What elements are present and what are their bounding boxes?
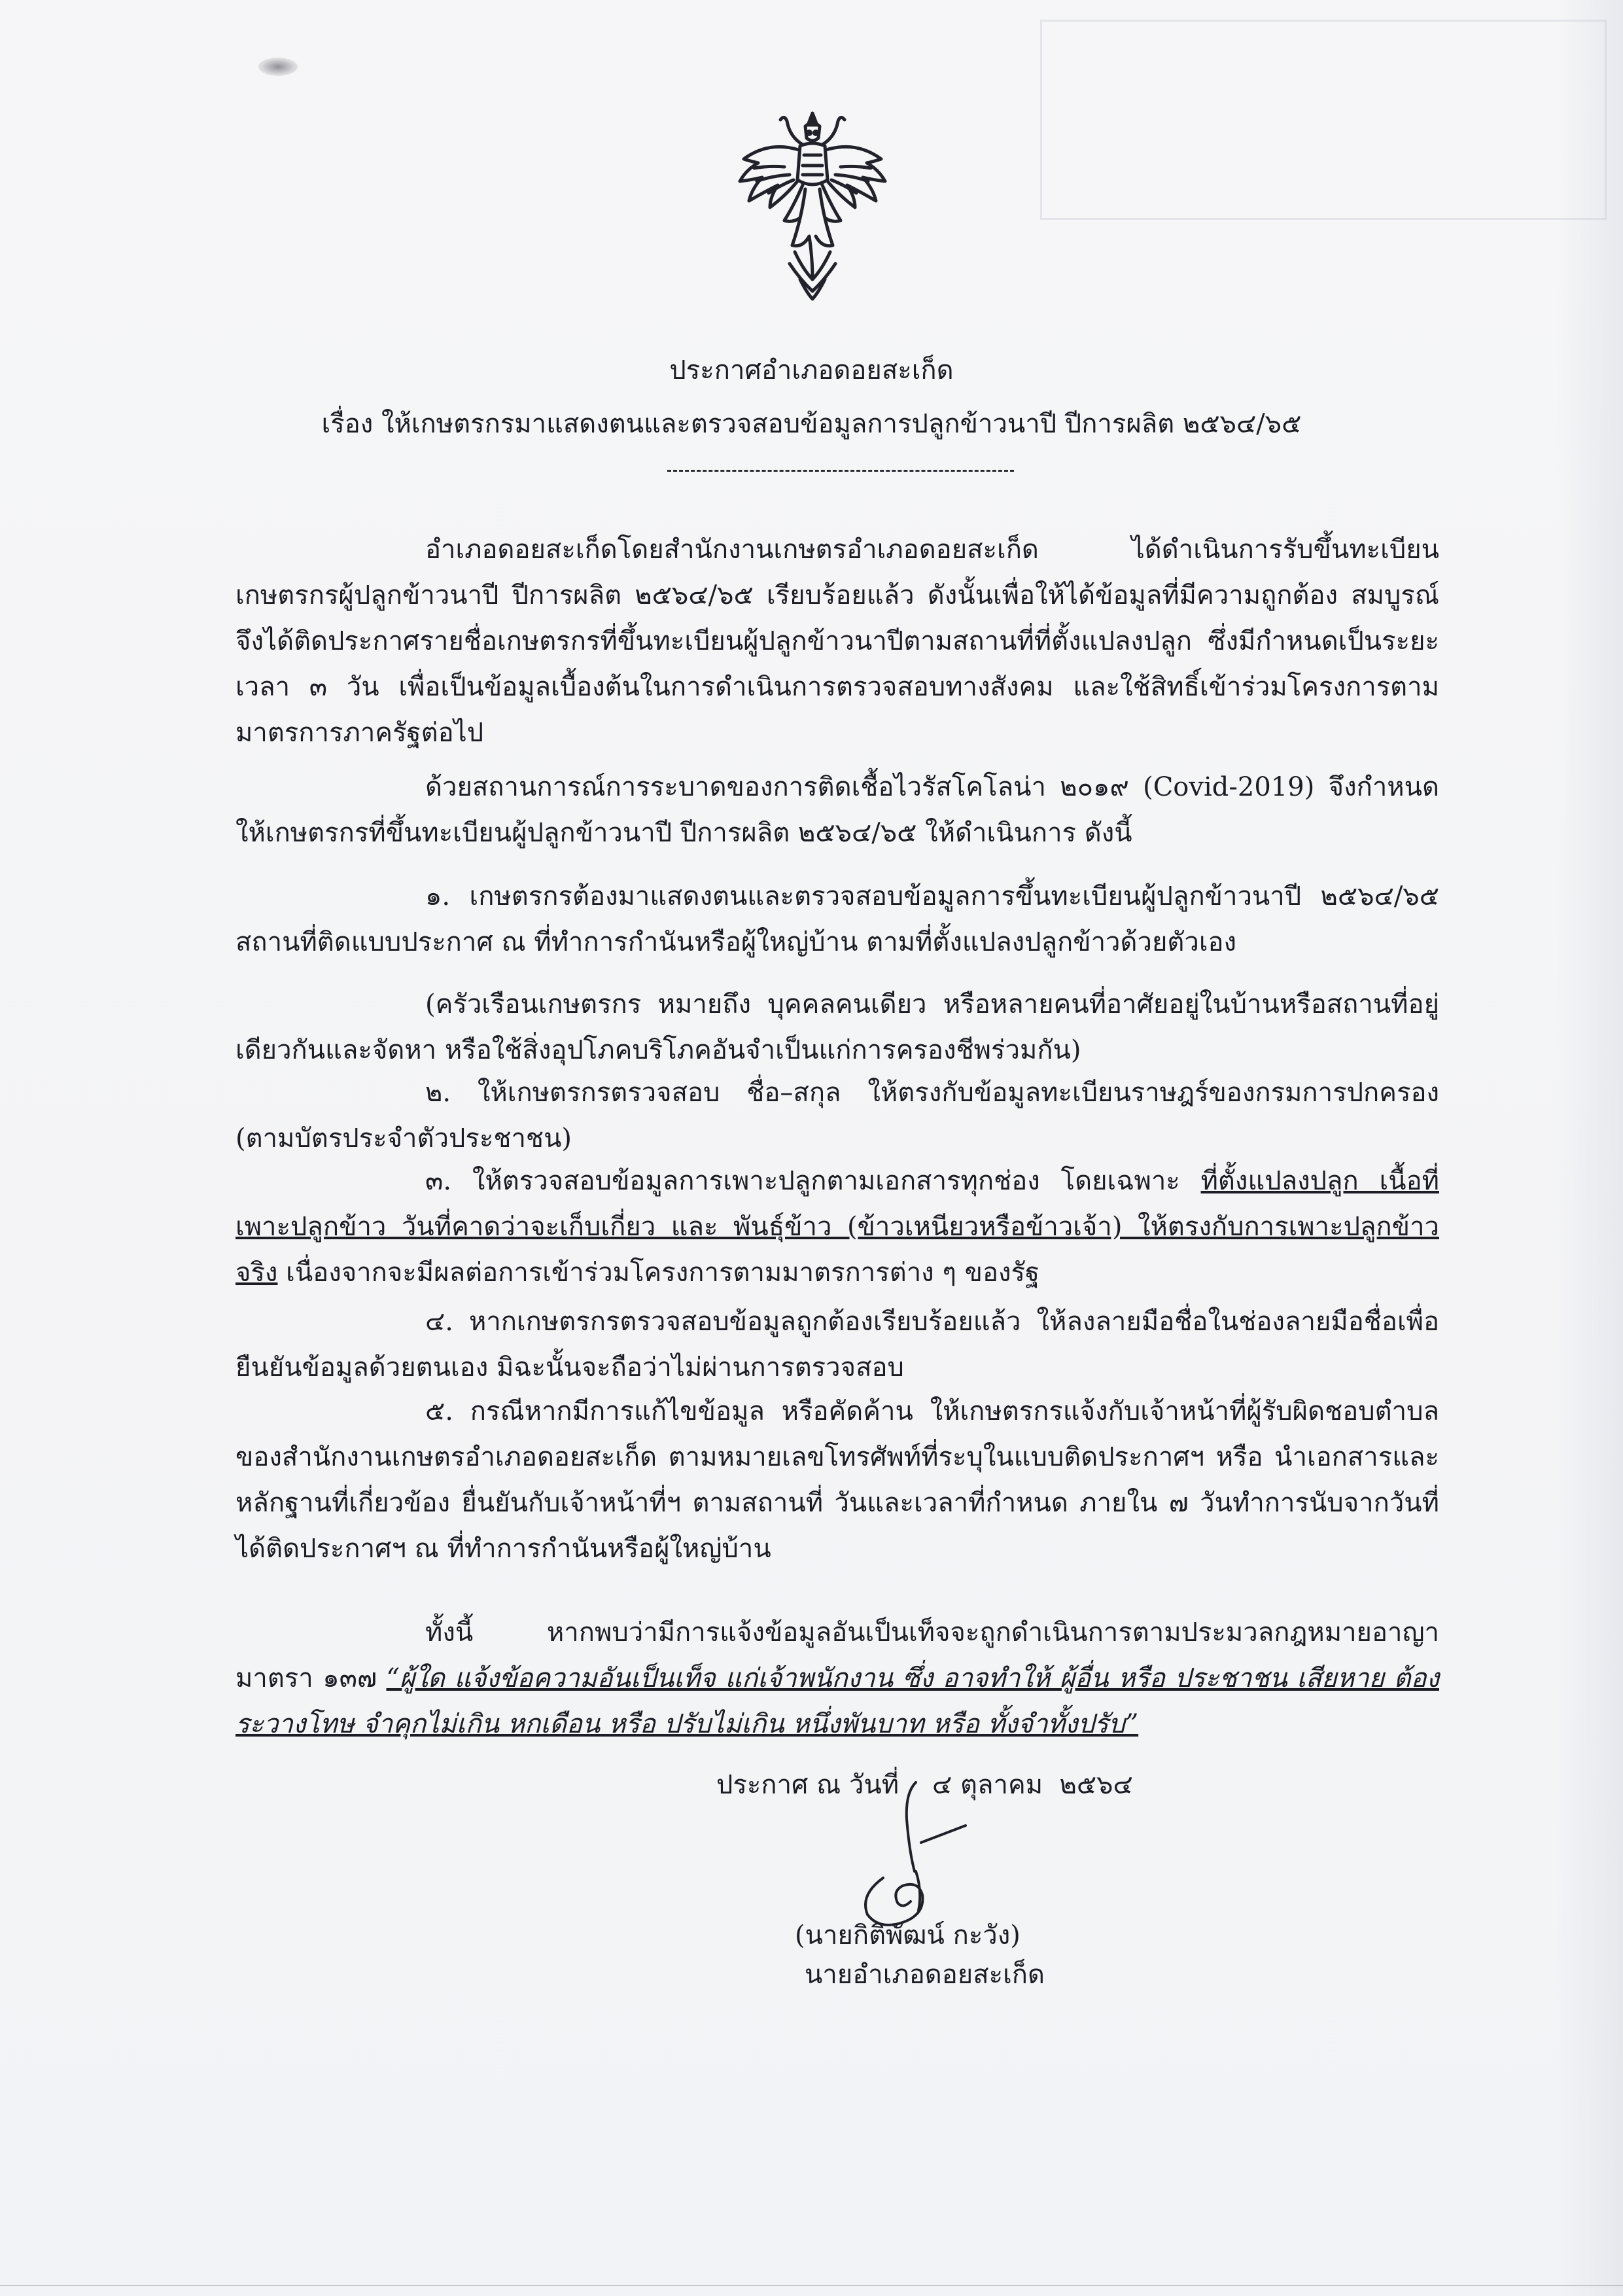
announcement-heading: ประกาศอำเภอดอยสะเก็ด bbox=[669, 355, 954, 385]
signer-title: นายอำเภอดอยสะเก็ด bbox=[805, 1960, 1045, 1990]
penalty-text: ทั้งนี้ หากพบว่ามีการแจ้งข้อมูลอันเป็นเท็จจะถูกดำเนินการตามประมวลกฎหมายอาญา มาตรา ๑๓๗ bbox=[236, 1617, 1439, 1693]
paragraph-item-4: ๔. หากเกษตรกรตรวจสอบข้อมูลถูกต้องเรียบร้อยแล้ว ให้ลงลายมือชื่อในช่องลายมือชื่อเพื่อยืนยันข้อมูลด้วยตนเอง มิฉะนั้นจะถือว่าไม่ผ่านการตรวจสอบ bbox=[236, 1307, 1439, 1383]
garuda-emblem-icon bbox=[729, 108, 896, 304]
paragraph-item-2: ๒. ให้เกษตรกรตรวจสอบ ชื่อ–สกุล ให้ตรงกับข้อมูลทะเบียนราษฎร์ของกรมการปกครอง (ตามบัตรประจำตัวประชาชน) bbox=[236, 1078, 1439, 1154]
item-3-underlined: ที่ตั้งแปลงปลูก เนื้อที่เพาะปลูกข้าว วันที่คาดว่าจะเก็บเกี่ยว และ พันธุ์ข้าว (ข้าวเหนียวหรือข้าวเจ้า) ให้ตรงกับการเพาะปลูกข้าวจริง bbox=[236, 1166, 1439, 1288]
paragraph-item-3 bbox=[236, 1158, 1439, 1296]
penalty-quote: “ผู้ใด แจ้งข้อความอันเป็นเท็จ แก่เจ้าพนักงาน ซึ่ง อาจทำให้ ผู้อื่น หรือ ประชาชน เสียหาย ต้องระวางโทษ จำคุกไม่เกิน หกเดือน หรือ ปรับไม่เกิน หนึ่งพันบาท หรือ ทั้งจำทั้งปรับ” bbox=[236, 1663, 1439, 1739]
paragraph-household-note: (ครัวเรือนเกษตรกร หมายถึง บุคคลคนเดียว หรือหลายคนที่อาศัยอยู่ในบ้านหรือสถานที่อยู่เดียวกันและจัดหา หรือใช้สิ่งอุปโภคบริโภคอันจำเป็นแก่การครองชีพร่วมกัน) bbox=[236, 989, 1439, 1065]
signer-name: (นายกิติพัฒน์ กะวัง) bbox=[795, 1920, 1021, 1951]
paragraph-covid: ด้วยสถานการณ์การระบาดของการติดเชื้อไวรัสโคโลน่า ๒๐๑๙ (Covid-2019) จึงกำหนดให้เกษตรกรที่ขึ้นทะเบียนผู้ปลูกข้าวนาปี ปีการผลิต ๒๕๖๔/๖๕ ให้ดำเนินการ ดังนี้ bbox=[236, 772, 1439, 848]
item-3-text: ๓. ให้ตรวจสอบข้อมูลการเพาะปลูกตามเอกสารทุกช่อง โดยเฉพาะ bbox=[425, 1166, 1201, 1196]
ink-smudge bbox=[258, 58, 298, 76]
heading-divider bbox=[667, 470, 1014, 472]
handwritten-signature bbox=[837, 1780, 981, 1930]
scan-edge-shadow bbox=[1558, 0, 1623, 2296]
paragraph-item-1: ๑. เกษตรกรต้องมาแสดงตนและตรวจสอบข้อมูลการขึ้นทะเบียนผู้ปลูกข้าวนาปี ๒๕๖๔/๖๕ สถานที่ติดแบบประกาศ ณ ที่ทำการกำนันหรือผู้ใหญ่บ้าน ตามที่ตั้งแปลงปลูกข้าวด้วยตัวเอง bbox=[236, 881, 1439, 957]
paragraph-penalty bbox=[236, 1610, 1439, 1747]
announcement-subject: เรื่อง ให้เกษตรกรมาแสดงตนและตรวจสอบข้อมูลการปลูกข้าวนาปี ปีการผลิต ๒๕๖๔/๖๕ bbox=[321, 409, 1302, 439]
announcement-date: ประกาศ ณ วันที่ ๔ ตุลาคม ๒๕๖๔ bbox=[716, 1770, 1133, 1800]
bleed-through-box bbox=[1040, 20, 1607, 220]
paragraph-intro: อำเภอดอยสะเก็ดโดยสำนักงานเกษตรอำเภอดอยสะเก็ด ได้ดำเนินการรับขึ้นทะเบียนเกษตรกรผู้ปลูกข้าวนาปี ปีการผลิต ๒๕๖๔/๖๕ เรียบร้อยแล้ว ดังนั้นเพื่อให้ได้ข้อมูลที่มีความถูกต้อง สมบูรณ์ จึงได้ติดประกาศรายชื่อเกษตรกรที่ขึ้นทะเบียนผู้ปลูกข้าวนาปีตามสถานที่ที่ตั้งแปลงปลูก ซึ่งมีกำหนดเป็นระยะเวลา ๓ วัน เพื่อเป็นข้อมูลเบื้องต้นในการดำเนินการตรวจสอบทางสังคม และใช้สิทธิ์เข้าร่วมโครงการตามมาตรการภาครัฐต่อไป bbox=[236, 535, 1439, 748]
paragraph-item-5: ๕. กรณีหากมีการแก้ไขข้อมูล หรือคัดค้าน ให้เกษตรกรแจ้งกับเจ้าหน้าที่ผู้รับผิดชอบตำบลของสำนักงานเกษตรอำเภอดอยสะเก็ด ตามหมายเลขโทรศัพท์ที่ระบุในแบบติดประกาศฯ หรือ นำเอกสารและหลักฐานที่เกี่ยวข้อง ยื่นยันกับเจ้าหน้าที่ฯ ตามสถานที่ วันและเวลาที่กำหนด ภายใน ๗ วันทำการนับจากวันที่ได้ติดประกาศฯ ณ ที่ทำการกำนันหรือผู้ใหญ่บ้าน bbox=[236, 1396, 1439, 1564]
item-3-tail: เนื่องจากจะมีผลต่อการเข้าร่วมโครงการตามมาตรการต่าง ๆ ของรัฐ bbox=[277, 1258, 1040, 1288]
scan-bottom-edge bbox=[0, 2285, 1623, 2286]
